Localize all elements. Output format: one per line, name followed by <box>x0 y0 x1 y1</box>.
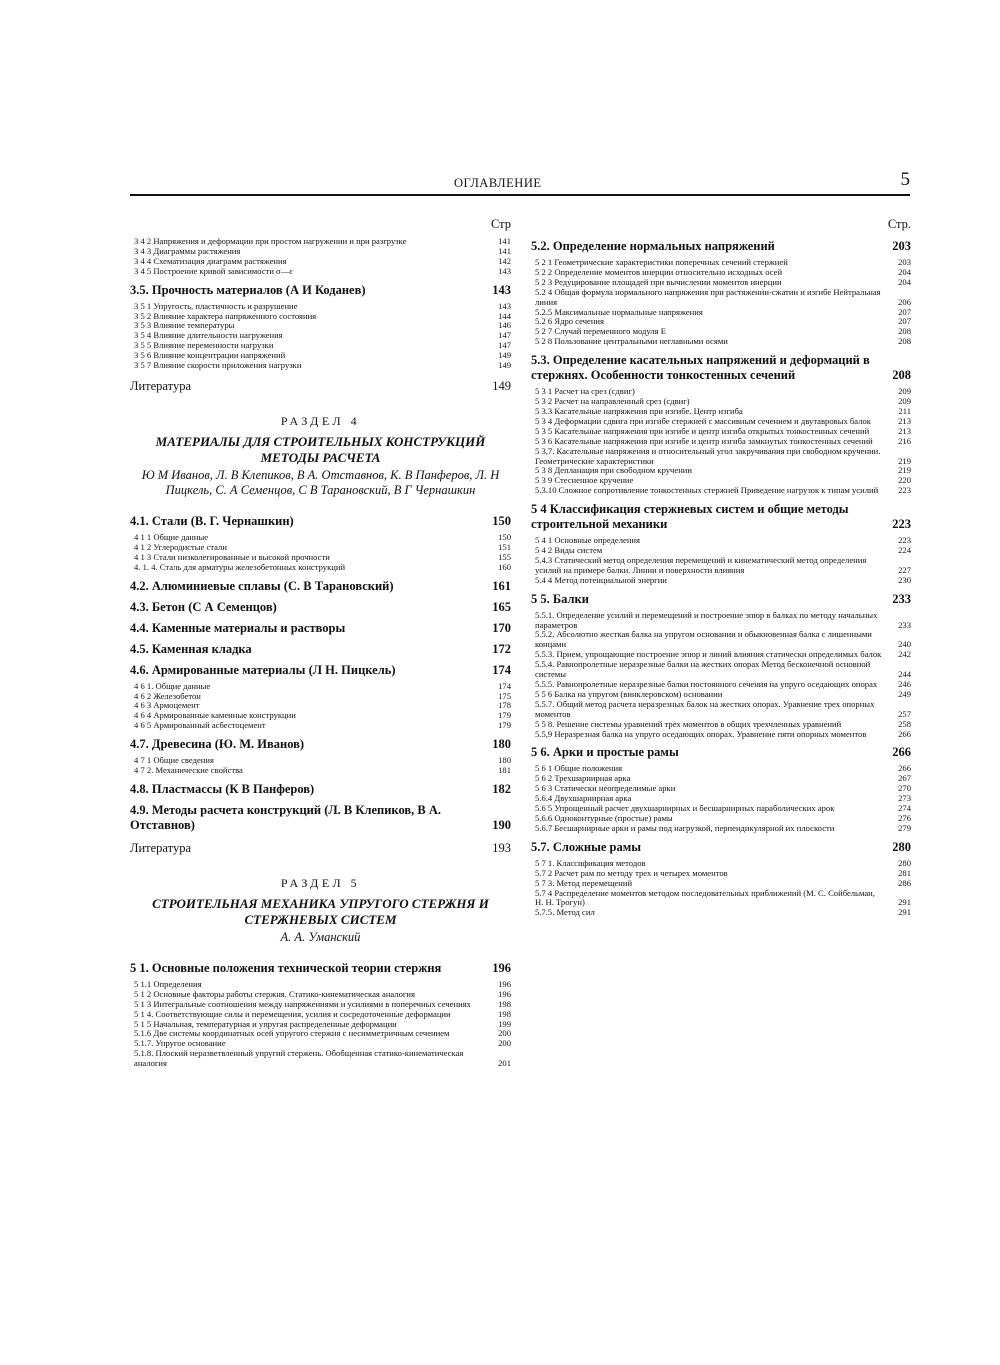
toc-entry-title: 5 5 6 Балка на упругом (винклеровском) основании <box>535 688 723 699</box>
part-authors: Ю М Иванов, Л. В Клепиков, В А. Отставнов, К. В Панферов, Л. Н Пицкель, С. А Семенцов, С В Тарановский, В Г Чернашкин <box>141 467 500 497</box>
toc-entry-page: 175 <box>498 690 511 701</box>
toc-entry-title: 5.5.7. Общий метод расчета неразрезных балок на жестких опорах. Уравнение трех опорных моментов <box>535 698 875 719</box>
toc-entry-page: 196 <box>492 960 511 975</box>
toc-entry-page: 209 <box>898 396 911 407</box>
toc-section <box>130 803 511 833</box>
toc-entry-title: 4.6. Армированные материалы (Л Н. Пицкель) <box>130 662 396 677</box>
toc-entry-page: 174 <box>492 662 511 677</box>
toc-entry-title: 5 3 2 Расчет на направленный срез (сдвиг) <box>535 396 690 407</box>
toc-entry-page: 233 <box>892 591 911 606</box>
toc-entry-page: 203 <box>898 257 911 267</box>
toc-entry-title: 5 3.3 Касательные напряжения при изгибе. Центр изгиба <box>535 405 743 416</box>
toc-entry-page: 207 <box>898 316 911 327</box>
toc-entry-page: 196 <box>498 988 511 999</box>
toc-section <box>130 663 511 678</box>
toc-entry-page: 190 <box>492 817 511 832</box>
toc-section <box>531 592 911 607</box>
toc-entry-title: Литература <box>130 840 191 855</box>
toc-entry-title: 5 7 3. Метод перемещений <box>535 877 633 888</box>
toc-entry-title: 5 7 1. Классификация методов <box>535 857 646 868</box>
toc-entry-page: 266 <box>898 763 911 774</box>
toc-section <box>130 782 511 797</box>
toc-entry-page: 150 <box>492 513 511 528</box>
toc-entry-page: 230 <box>898 574 911 585</box>
toc-section <box>130 961 511 976</box>
toc-entry-page: 149 <box>498 360 511 371</box>
toc-section <box>531 239 911 254</box>
toc-entry-page: 204 <box>898 276 911 287</box>
toc-entry-page: 155 <box>498 551 511 562</box>
page-number: 5 <box>900 169 910 190</box>
toc-entry-title: 5.5,9 Неразрезная балка на упруго оседающих опорах. Уравнение пяти опорных моментов <box>535 728 867 739</box>
toc-entry-page: 280 <box>892 839 911 854</box>
toc-section <box>130 579 511 594</box>
toc-subsection <box>531 556 911 576</box>
part-title: СТРОИТЕЛЬНАЯ МЕХАНИКА УПРУГОГО СТЕРЖНЯ И СТЕРЖНЕВЫХ СИСТЕМ <box>152 895 489 927</box>
toc-entry-page: 206 <box>898 296 911 307</box>
toc-entry-page: 208 <box>898 326 911 337</box>
toc-entry-page: 242 <box>898 649 911 660</box>
toc-entry-page: 149 <box>498 350 511 361</box>
toc-entry-title: 4.4. Каменные материалы и растворы <box>130 620 346 635</box>
toc-literature <box>130 379 511 394</box>
toc-entry-page: 266 <box>898 728 911 739</box>
toc-entry-page: 199 <box>498 1018 511 1029</box>
toc-entry-page: 257 <box>898 708 911 719</box>
toc-entry-page: 179 <box>498 710 511 721</box>
toc-section <box>531 353 911 383</box>
toc-entry-page: 170 <box>492 620 511 635</box>
toc-entry-title: 4 6 4 Армированные каменные конструкции <box>134 710 296 721</box>
toc-entry-title: 5.1.7. Упругое основание <box>134 1038 226 1049</box>
toc-entry-page: 143 <box>498 300 511 311</box>
toc-entry-page: 246 <box>898 679 911 689</box>
toc-entry-title: 3 4 3 Диаграммы растяжения <box>134 245 241 256</box>
page-column-label: Стр <box>490 217 511 231</box>
toc-entry-title: 5 1 4. Соответствующие силы и перемещения, усилия и сосредоточенные деформации <box>134 1008 451 1019</box>
toc-entry-page: 143 <box>498 265 511 276</box>
toc-entry-page: 181 <box>498 765 511 776</box>
toc-entry-title: 3 5 3 Влияние температуры <box>134 320 235 331</box>
toc-entry-title: 4.8. Пластмассы (К В Панферов) <box>130 781 315 796</box>
part-label: РАЗДЕЛ 5 <box>280 875 361 890</box>
toc-entry-title: 4.5. Каменная кладка <box>130 641 252 656</box>
toc-entry-title: 5 2 3 Редуцирование площадей при вычислении моментов инерции <box>535 276 782 287</box>
toc-entry-page: 204 <box>898 266 911 277</box>
toc-entry-title: 5.6 5 Упрощенный расчет двухшарнирных и бесшарнирных параболических арок <box>535 803 835 814</box>
toc-entry-title: 5 3 1 Расчет на срез (сдвиг) <box>535 386 635 397</box>
toc-entry-page: 220 <box>898 475 911 486</box>
toc-entry-page: 178 <box>498 700 511 711</box>
toc-entry-title: 5 3 8 Депланация при свободном кручении <box>535 465 692 476</box>
toc-entry-page: 174 <box>498 680 511 691</box>
toc-entry-page: 249 <box>898 688 911 699</box>
toc-entry-title: 4 7 1 Общие сведения <box>134 755 214 766</box>
toc-subsection <box>531 879 911 889</box>
toc-entry-page: 266 <box>892 745 911 760</box>
page-column-label: Стр. <box>887 217 911 231</box>
part-title: МАТЕРИАЛЫ ДЛЯ СТРОИТЕЛЬНЫХ КОНСТРУКЦИЙ МЕТОДЫ РАСЧЕТА <box>155 433 486 465</box>
toc-subsection <box>531 337 911 347</box>
part-heading <box>130 876 511 945</box>
toc-entry-page: 147 <box>498 340 511 351</box>
toc-entry-title: 5.3. Определение касательных напряжений и деформаций в стержнях. Особенности тонкостенных сечений <box>531 353 870 383</box>
toc-entry-page: 291 <box>898 907 911 918</box>
toc-section <box>130 621 511 636</box>
toc-entry-title: 5 5 8. Решение системы уравнений трех моментов в общих трехчленных уравнений <box>535 718 842 729</box>
toc-entry-title: 5 6 1 Общие положения <box>535 763 623 774</box>
toc-entry-page: 196 <box>498 978 511 989</box>
toc-entry-title: 3 5 4 Влияние длительности нагружения <box>134 330 283 341</box>
toc-entry-page: 180 <box>498 755 511 766</box>
toc-entry-page: 200 <box>498 1038 511 1049</box>
toc-entry-page: 200 <box>498 1028 511 1039</box>
toc-subsection <box>531 288 911 308</box>
toc-entry-title: 5.5.1. Определение усилий и перемещений и построение эпюр в балках по методу начальных параметров <box>535 609 878 630</box>
toc-entry-page: 223 <box>898 535 911 546</box>
toc-entry-title: 5 3 6 Касательные напряжения при изгибе и центр изгиба замкнутых тонкостенных сечений <box>535 435 873 446</box>
toc-subsection <box>531 660 911 680</box>
toc-entry-title: 3 4 5 Построение кривой зависимости σ—ε <box>134 265 293 276</box>
toc-entry-title: 5.7.5. Метод сил <box>535 907 595 918</box>
toc-entry-page: 276 <box>898 812 911 823</box>
toc-entry-page: 223 <box>892 517 911 532</box>
toc-entry-page: 142 <box>498 255 511 266</box>
toc-subsection <box>130 1049 511 1069</box>
toc-subsection <box>531 576 911 586</box>
toc-entry-page: 240 <box>898 639 911 650</box>
toc-entry-title: 5 4 2 Виды систем <box>535 545 603 556</box>
toc-entry-page: 273 <box>898 793 911 804</box>
toc-subsection <box>531 824 911 834</box>
toc-entry-page: 179 <box>498 720 511 731</box>
toc-entry-page: 279 <box>898 822 911 833</box>
toc-entry-title: 3 5 7 Влияние скорости приложения нагрузки <box>134 360 302 371</box>
toc-entry-title: 3 4 4 Схематизация диаграмм растяжения <box>134 255 287 266</box>
toc-entry-page: 244 <box>898 669 911 680</box>
toc-entry-page: 223 <box>898 485 911 496</box>
running-title: ОГЛАВЛЕНИЕ <box>454 176 542 190</box>
toc-entry-title: 5 2 1 Геометрические характеристики поперечных сечений стержней <box>535 257 788 267</box>
toc-entry-page: 258 <box>898 718 911 729</box>
toc-entry-title: 5.2 4 Общая формула нормального напряжения при растяжении-сжатии и изгибе Нейтральная линия <box>535 286 881 307</box>
toc-entry-title: 5 2 7 Случай переменного модуля E <box>535 326 666 337</box>
toc-subsection <box>130 682 511 692</box>
toc-subsection <box>531 700 911 720</box>
toc-subsection <box>531 889 911 909</box>
toc-entry-title: 5.5.2. Абсолютно жесткая балка на упругом основании и обыкновенная балка с лишенными концами <box>535 629 872 650</box>
toc-entry-title: 5 6 3 Статически неопределимые арки <box>535 783 676 794</box>
toc-entry-page: 182 <box>492 781 511 796</box>
toc-subsection <box>531 730 911 740</box>
toc-entry-title: 5 2 8 Пользование центральными неглавными осями <box>535 336 728 347</box>
toc-subsection <box>531 611 911 631</box>
toc-entry-page: 198 <box>498 998 511 1009</box>
toc-entry-title: 5 3,7. Касательные напряжения и относительный угол закручивания при свободном кручении. Геометрические характеристики <box>535 445 881 466</box>
toc-entry-page: 149 <box>492 378 511 393</box>
toc-entry-title: 5.4.3 Статический метод определения перемещений и кинематический метод определения усилий на примере балки. Линии и поверхности влияния <box>535 554 867 575</box>
toc-entry-title: 5.1.8. Плоский неразветвленный упругий стержень. Обобщенная статико-кинематическая аналогия <box>134 1048 464 1069</box>
toc-entry-title: 5.6.4 Двухшарнирная арка <box>535 793 632 804</box>
toc-entry-title: 5.7 4 Распределение моментов методом последовательных приближений (М. С. Сойбельман, Н. Н. Трогун) <box>535 887 875 908</box>
toc-section <box>130 737 511 752</box>
toc-entry-title: 5 2 2 Определение моментов инерции относительно исходных осей <box>535 266 783 277</box>
toc-entry-title: 5 6 2 Трехшарнирная арка <box>535 773 631 784</box>
toc-section <box>531 745 911 760</box>
toc-entry-page: 150 <box>498 531 511 542</box>
toc-entry-page: 201 <box>498 1058 511 1069</box>
toc-entry-title: 5 1 2 Основные факторы работы стержня. Статико-кинематическая аналогия <box>134 988 415 999</box>
toc-entry-title: 4.3. Бетон (С А Семенцов) <box>130 599 277 614</box>
toc-subsection <box>531 630 911 650</box>
toc-subsection <box>130 563 511 573</box>
toc-entry-title: 5 4 Классификация стержневых систем и общие методы строительной механики <box>531 502 849 532</box>
toc-section <box>130 514 511 529</box>
toc-section <box>130 600 511 615</box>
toc-entry-title: 5 3 5 Касательные напряжения при изгибе и центр изгиба открытых тонкостенных сечений <box>535 425 870 436</box>
toc-left-column <box>130 217 511 1069</box>
toc-entry-title: 3 5 5 Влияние переменности нагрузки <box>134 340 274 351</box>
toc-entry-page: 227 <box>898 564 911 575</box>
toc-entry-title: 4 1 1 Общие данные <box>134 531 209 542</box>
page-column-header <box>130 217 511 233</box>
toc-entry-title: 5.7 2 Расчет рам по методу трех и четырех моментов <box>535 867 728 878</box>
toc-section <box>531 502 911 532</box>
toc-entry-page: 211 <box>898 405 911 416</box>
toc-entry-page: 233 <box>898 619 911 630</box>
toc-entry-title: 5.2.5 Максимальные нормальные напряжения <box>535 306 703 317</box>
toc-entry-title: 4.2. Алюминиевые сплавы (С. В Тарановский) <box>130 578 394 593</box>
toc-entry-title: 5 4 1 Основные определения <box>535 535 640 546</box>
toc-entry-title: 3.5. Прочность материалов (А И Коданев) <box>130 282 366 297</box>
toc-entry-page: 141 <box>498 245 511 256</box>
toc-entry-title: 5.5.3. Прием, упрощающие построение эпюр и линий влияния статически определимых балок <box>535 649 882 660</box>
toc-entry-title: 4 6 3 Армоцемент <box>134 700 200 711</box>
toc-entry-title: 3 4 2 Напряжения и деформации при простом нагружении и при разгрузке <box>134 236 407 246</box>
toc-entry-page: 216 <box>898 435 911 446</box>
toc-entry-page: 213 <box>898 425 911 436</box>
toc-entry-title: 5 1 5 Начальная, температурная и упругая распределенные деформации <box>134 1018 397 1029</box>
toc-right-column <box>531 217 911 918</box>
toc-entry-page: 286 <box>898 877 911 888</box>
toc-section <box>130 283 511 298</box>
toc-entry-title: 3 5 1 Упругость, пластичность и разрушение <box>134 300 298 311</box>
toc-entry-title: 3 5 6 Влияние концентрации напряжений <box>134 350 286 361</box>
toc-entry-title: 5.6.6 Одноконтурные (простые) рамы <box>535 812 673 823</box>
toc-entry-title: 5 1. Основные положения технической теории стержня <box>130 960 442 975</box>
toc-entry-title: 5.2 6 Ядро сечения <box>535 316 604 327</box>
toc-entry-page: 203 <box>892 239 911 253</box>
toc-entry-title: 5.3.10 Сложное сопротивление тонкостенных стержней Приведение нагрузок к типам усилий <box>535 485 879 496</box>
toc-entry-title: 4 6 5 Армированный асбестоцемент <box>134 720 266 731</box>
toc-entry-title: 5 3 4 Деформации сдвига при изгибе стержней с массивным сечением и двутавровых балок <box>535 415 871 426</box>
part-heading <box>130 414 511 498</box>
toc-entry-title: 4 6 1. Общие данные <box>134 680 211 691</box>
toc-entry-page: 144 <box>498 310 511 321</box>
part-authors: А. А. Уманский <box>280 929 361 944</box>
toc-entry-page: 161 <box>492 578 511 593</box>
toc-entry-title: 4.1. Стали (В. Г. Чернашкин) <box>130 513 294 528</box>
toc-entry-title: 5.1.6 Две системы координатных осей упругого стержня с несимметричным сечением <box>134 1028 450 1039</box>
toc-entry-page: 180 <box>492 737 511 752</box>
toc-subsection <box>531 908 911 918</box>
toc-entry-title: 4 7 2. Механические свойства <box>134 765 243 776</box>
toc-entry-page: 213 <box>898 415 911 426</box>
toc-entry-title: 5.2. Определение нормальных напряжений <box>531 239 775 253</box>
toc-subsection <box>130 267 511 277</box>
toc-entry-title: 5 1 3 Интегральные соотношения между напряжениями и усилиями в поперечных сечениях <box>134 998 471 1009</box>
toc-section <box>531 840 911 855</box>
toc-literature <box>130 841 511 856</box>
toc-entry-page: 219 <box>898 465 911 476</box>
toc-entry-page: 267 <box>898 773 911 784</box>
toc-entry-page: 165 <box>492 599 511 614</box>
toc-entry-page: 172 <box>492 641 511 656</box>
part-spacer <box>130 945 511 955</box>
toc-entry-page: 207 <box>898 306 911 317</box>
toc-subsection <box>531 486 911 496</box>
toc-subsection <box>531 447 911 467</box>
toc-entry-title: Литература <box>130 378 191 393</box>
toc-entry-title: 3 5 2 Влияние характера напряженного состояния <box>134 310 317 321</box>
toc-entry-title: 5 5. Балки <box>531 591 589 606</box>
toc-entry-title: 5 6. Арки и простые рамы <box>531 745 679 760</box>
toc-subsection <box>130 361 511 371</box>
part-spacer <box>130 498 511 508</box>
toc-entry-page: 141 <box>498 236 511 246</box>
toc-entry-title: 4 6 2 Железобетон <box>134 690 201 701</box>
toc-entry-page: 219 <box>898 455 911 466</box>
toc-entry-page: 208 <box>892 368 911 383</box>
page-column-header <box>531 217 911 233</box>
toc-entry-title: 4.7. Древесина (Ю. М. Иванов) <box>130 737 305 752</box>
toc-entry-title: 5 3 9 Стесненное кручение <box>535 475 634 486</box>
toc-entry-title: 5.5.5. Равнопролетные неразрезные балки постоянного сечения на упруго оседающих опорах <box>535 679 878 689</box>
toc-entry-page: 147 <box>498 330 511 341</box>
toc-entry-title: 5 1.1 Определения <box>134 978 202 989</box>
toc-entry-page: 146 <box>498 320 511 331</box>
toc-entry-title: 5.7. Сложные рамы <box>531 839 642 854</box>
toc-entry-title: 4. 1. 4. Сталь для арматуры железобетонных конструкций <box>134 561 346 572</box>
toc-entry-page: 291 <box>898 897 911 908</box>
toc-entry-page: 280 <box>898 857 911 868</box>
toc-entry-page: 208 <box>898 336 911 347</box>
toc-entry-title: 5.6.7 Бесшарнирные арки и рамы под нагрузкой, перпендикулярной их плоскости <box>535 822 835 833</box>
toc-subsection <box>130 766 511 776</box>
toc-subsection <box>130 721 511 731</box>
toc-entry-title: 5.5.4. Равнопролетные неразрезные балки на жестких опорах Метод бесконечной основной системы <box>535 659 871 680</box>
toc-entry-page: 209 <box>898 386 911 397</box>
toc-entry-title: 5.4 4 Метод потенциальной энергии <box>535 574 667 585</box>
toc-entry-page: 274 <box>898 803 911 814</box>
toc-entry-page: 143 <box>492 282 511 297</box>
toc-entry-title: 4 1 3 Стали низколегированные и высокой прочности <box>134 551 330 562</box>
toc-entry-page: 281 <box>898 867 911 878</box>
toc-entry-page: 160 <box>498 561 511 572</box>
toc-entry-page: 193 <box>492 840 511 855</box>
header-rule <box>130 194 910 196</box>
running-header <box>130 168 910 202</box>
toc-entry-title: 4.9. Методы расчета конструкций (Л. В Клепиков, В А. Отставнов) <box>130 802 442 832</box>
toc-section <box>130 642 511 657</box>
toc-entry-page: 151 <box>498 541 511 552</box>
toc-entry-page: 198 <box>498 1008 511 1019</box>
part-label: РАЗДЕЛ 4 <box>280 413 361 428</box>
toc-entry-page: 224 <box>898 545 911 556</box>
toc-entry-title: 4 1 2 Углеродистые стали <box>134 541 227 552</box>
toc-entry-page: 270 <box>898 783 911 794</box>
